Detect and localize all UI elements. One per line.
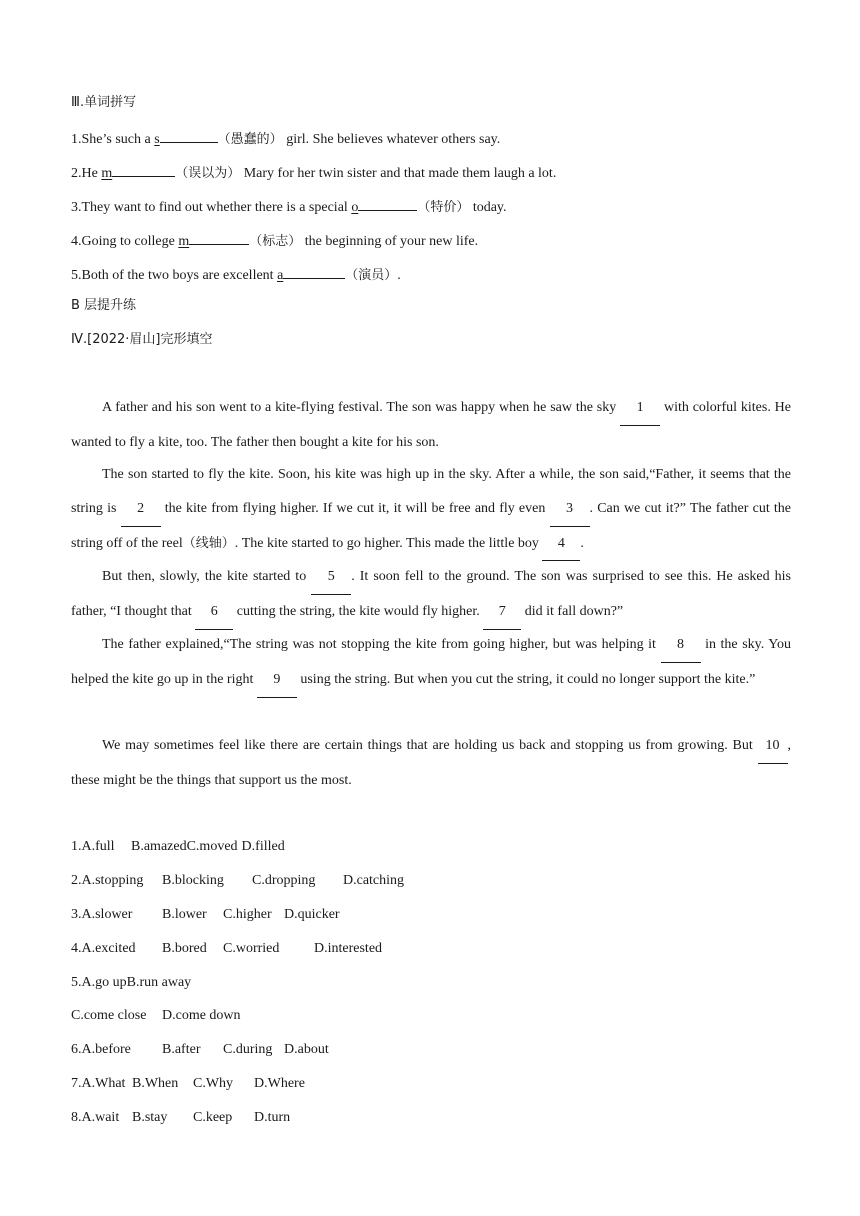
spelling-item-1 — [71, 128, 500, 149]
option[interactable]: 8.A.wait — [71, 1110, 120, 1125]
option[interactable]: 3.A.slower — [71, 907, 133, 922]
section-heading-cloze: Ⅳ.[2022·眉山]完形填空 — [71, 332, 213, 347]
option[interactable]: C.Why — [193, 1076, 234, 1091]
options-row-9 — [71, 1109, 290, 1127]
item-text: today. — [469, 200, 507, 215]
passage-text: the kite from flying higher. If we cut it, it will be free and fly even — [160, 500, 550, 516]
option[interactable]: D.Where — [254, 1076, 305, 1091]
passage-text: The father explained,“The string was not stopping the kite from going higher, but was helping it — [102, 637, 661, 652]
options-row-5 — [71, 974, 191, 992]
passage-text: . The kite started to go higher. This made the little boy — [234, 535, 543, 551]
blank-6[interactable]: 6 — [195, 595, 233, 630]
option[interactable]: C.dropping — [252, 873, 316, 888]
option[interactable]: 5.A.go up — [71, 975, 127, 990]
options-row-3 — [71, 906, 340, 924]
passage-text: But then, slowly, the kite started to — [102, 569, 312, 584]
blank-4[interactable]: 4 — [542, 527, 580, 562]
hint: （误以为） — [175, 166, 241, 181]
hint: （愚蠢的） — [217, 132, 283, 147]
passage-paragraph-3 — [71, 560, 791, 630]
blank-1[interactable]: 1 — [620, 391, 660, 426]
hint: （标志） — [249, 234, 302, 249]
option[interactable]: D.about — [284, 1042, 329, 1057]
blank-5[interactable]: 5 — [311, 560, 351, 595]
passage-text: The son started to fly the kite. Soon, his kite was high up in the sky. After a while, the son said,“Father, it seems that the string is — [71, 467, 791, 516]
answer-blank[interactable] — [358, 196, 417, 211]
blank-letter: o — [351, 200, 359, 215]
option[interactable]: 7.A.What — [71, 1076, 126, 1091]
passage-text: using the string. But when you cut the string, it could no longer support the kite.” — [296, 671, 756, 687]
item-text: 1.She’s such a — [71, 132, 155, 147]
answer-blank[interactable] — [160, 128, 218, 143]
level-b-heading: B 层提升练 — [71, 298, 137, 313]
item-text: Mary for her twin sister and that made them laugh a lot. — [240, 166, 557, 181]
option[interactable]: B.after — [162, 1042, 201, 1057]
spelling-item-2 — [71, 162, 556, 183]
blank-7[interactable]: 7 — [483, 595, 521, 630]
option[interactable]: B.run away — [126, 975, 192, 990]
item-text: 5.Both of the two boys are excellent — [71, 268, 278, 283]
options-row-2 — [71, 872, 404, 890]
passage-text: in the sky. You helped the kite go up in the right — [71, 637, 791, 687]
option[interactable]: B.amazed — [131, 839, 187, 854]
option[interactable]: C.moved — [186, 839, 238, 854]
hint: （演员） — [345, 268, 398, 283]
option[interactable]: C.during — [223, 1042, 273, 1057]
option[interactable]: 6.A.before — [71, 1042, 131, 1057]
option[interactable]: C.higher — [223, 907, 272, 922]
option[interactable]: D.interested — [314, 941, 383, 956]
answer-blank[interactable] — [189, 230, 249, 245]
blank-letter: s — [154, 132, 160, 147]
passage-paragraph-1 — [71, 391, 791, 460]
option[interactable]: 4.A.excited — [71, 941, 136, 956]
option[interactable]: D.catching — [343, 873, 405, 888]
passage-paragraph-2 — [71, 458, 791, 561]
option[interactable]: 1.A.full — [71, 839, 115, 854]
spelling-item-4 — [71, 230, 478, 251]
blank-letter: m — [178, 234, 190, 249]
option[interactable]: C.come close — [71, 1008, 147, 1023]
passage-text: We may sometimes feel like there are certain things that are holding us back and stopping us from growing. But — [102, 738, 758, 753]
option[interactable]: D.turn — [254, 1110, 291, 1125]
spelling-item-3 — [71, 196, 507, 217]
option[interactable]: D.come down — [162, 1008, 241, 1023]
option[interactable]: D.filled — [241, 839, 285, 854]
passage-cjk-gloss: （线轴） — [182, 535, 235, 551]
options-row-1 — [71, 838, 285, 856]
spelling-item-5 — [71, 264, 401, 285]
blank-10[interactable]: 10 — [758, 729, 788, 764]
passage-text: . — [580, 535, 584, 551]
passage-paragraph-5 — [71, 729, 791, 798]
option[interactable]: B.When — [132, 1076, 179, 1091]
passage-text: did it fall down?” — [521, 603, 624, 619]
item-text: the beginning of your new life. — [301, 234, 479, 249]
passage-text: A father and his son went to a kite-flying festival. The son was happy when he saw the sky — [102, 400, 621, 415]
option[interactable]: 2.A.stopping — [71, 873, 144, 888]
passage-text: cutting the string, the kite would fly higher. — [233, 603, 484, 619]
answer-blank[interactable] — [283, 264, 345, 279]
option[interactable]: C.keep — [193, 1110, 233, 1125]
option[interactable]: B.lower — [162, 907, 207, 922]
blank-2[interactable]: 2 — [121, 492, 161, 527]
blank-letter: m — [101, 166, 113, 181]
options-row-4 — [71, 940, 382, 958]
options-row-6 — [71, 1007, 241, 1025]
passage-text: , these might be the things that support us the most. — [71, 738, 791, 788]
options-row-8 — [71, 1075, 305, 1093]
option[interactable]: C.worried — [223, 941, 280, 956]
item-text: . — [397, 268, 401, 283]
options-row-7 — [71, 1041, 329, 1059]
option[interactable]: B.blocking — [162, 873, 224, 888]
passage-text: . It soon fell to the ground. The son was surprised to see this. He asked his father, “I thought that — [71, 569, 791, 619]
blank-3[interactable]: 3 — [550, 492, 590, 527]
answer-blank[interactable] — [112, 162, 175, 177]
blank-letter: a — [277, 268, 284, 283]
passage-paragraph-4 — [71, 628, 791, 698]
item-text: girl. She believes whatever others say. — [282, 132, 501, 147]
section-heading-spelling: Ⅲ.单词拼写 — [71, 95, 137, 110]
blank-9[interactable]: 9 — [257, 663, 297, 698]
blank-8[interactable]: 8 — [661, 628, 701, 663]
passage-text: . Can we cut it?” The father cut the string off of the reel — [71, 500, 791, 551]
option[interactable]: B.stay — [132, 1110, 168, 1125]
item-text: 2.He — [71, 166, 102, 181]
item-text: 3.They want to find out whether there is a special — [71, 200, 352, 215]
option[interactable]: B.bored — [162, 941, 207, 956]
item-text: 4.Going to college — [71, 234, 179, 249]
passage-text: with colorful kites. He wanted to fly a kite, too. The father then bought a kite for his son. — [71, 400, 791, 450]
option[interactable]: D.quicker — [284, 907, 340, 922]
hint: （特价） — [417, 200, 470, 215]
